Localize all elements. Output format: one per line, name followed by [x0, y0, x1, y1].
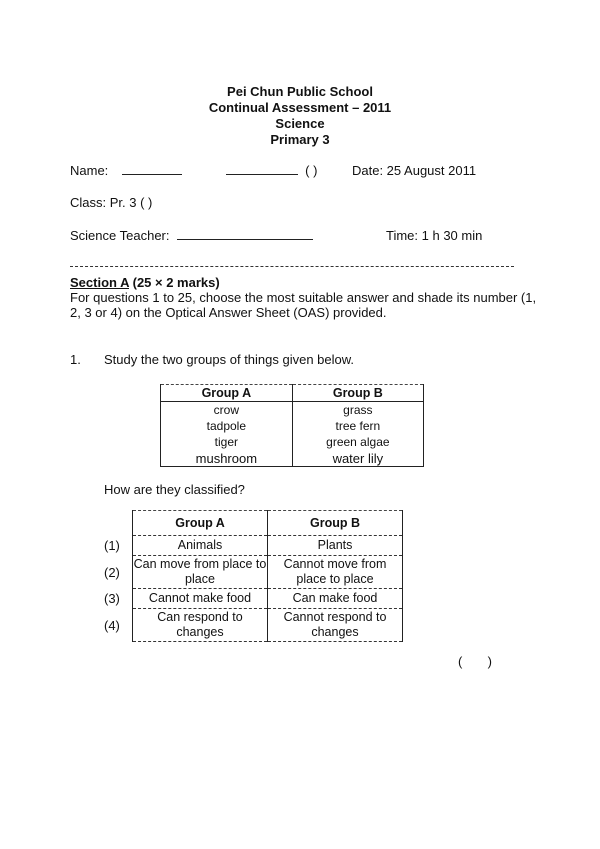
name-blank-1	[122, 164, 182, 175]
option-label: (2)	[104, 564, 120, 580]
groups-header-b: Group B	[292, 385, 423, 402]
option-row	[104, 536, 403, 556]
teacher-label: Science Teacher:	[70, 228, 170, 243]
name-label: Name:	[70, 163, 109, 178]
option-group-a: Cannot make food	[133, 589, 268, 609]
group-b-item: green algae	[292, 434, 423, 450]
option-group-a: Can move from place to place	[133, 556, 268, 589]
group-b-item: grass	[292, 402, 423, 419]
subject-title: Science	[275, 116, 325, 131]
option-group-a: Animals	[133, 536, 268, 556]
question-number: 1.	[70, 352, 81, 367]
date-text: Date: 25 August 2011	[352, 163, 477, 178]
exam-header	[0, 84, 600, 148]
question-text: Study the two groups of things given below.	[104, 352, 355, 367]
option-group-b: Plants	[268, 536, 403, 556]
register-number-bracket: ( )	[305, 163, 318, 178]
groups-header-a: Group A	[161, 385, 293, 402]
group-b-item: tree fern	[292, 418, 423, 434]
option-group-a: Can respond to changes	[133, 609, 268, 642]
option-row	[104, 589, 403, 609]
group-a-item: tiger	[161, 434, 293, 450]
table-row	[161, 418, 424, 434]
group-b-item: water lily	[292, 450, 423, 467]
table-row	[161, 434, 424, 450]
options-table	[104, 510, 403, 642]
groups-table-header	[161, 385, 424, 402]
option-group-b: Cannot respond to changes	[268, 609, 403, 642]
divider-line	[70, 266, 514, 267]
options-header-b: Group B	[268, 511, 403, 536]
time-text: Time: 1 h 30 min	[386, 228, 483, 243]
teacher-blank	[177, 229, 313, 240]
teacher-row	[70, 228, 313, 243]
table-row	[161, 450, 424, 467]
option-label: (4)	[104, 617, 120, 633]
section-instructions: For questions 1 to 25, choose the most suitable answer and shade its number (1, 2, 3 or 4) on the Optical Answer Sheet (OAS) provided.	[70, 290, 537, 320]
school-name: Pei Chun Public School	[227, 84, 373, 99]
option-row	[104, 609, 403, 642]
assessment-title: Continual Assessment – 2011	[208, 100, 392, 115]
answer-bracket: ( )	[458, 654, 492, 669]
question-prompt: How are they classified?	[104, 482, 245, 497]
options-table-header	[104, 511, 403, 536]
option-group-b: Can make food	[268, 589, 403, 609]
section-marks: (25 × 2 marks)	[129, 275, 220, 290]
table-row	[161, 402, 424, 419]
name-blank-2	[226, 164, 298, 175]
option-label: (3)	[104, 591, 120, 606]
name-row	[70, 163, 317, 178]
group-a-item: crow	[161, 402, 293, 419]
section-heading	[70, 275, 220, 290]
groups-table	[160, 384, 424, 467]
option-row	[104, 556, 403, 589]
group-a-item: mushroom	[161, 450, 293, 467]
section-title: Section A	[70, 275, 129, 290]
level-title: Primary 3	[270, 132, 330, 147]
options-header-a: Group A	[133, 511, 268, 536]
class-text: Class: Pr. 3 ( )	[70, 195, 153, 210]
option-label: (1)	[104, 538, 120, 553]
option-group-b: Cannot move from place to place	[268, 556, 403, 589]
group-a-item: tadpole	[161, 418, 293, 434]
